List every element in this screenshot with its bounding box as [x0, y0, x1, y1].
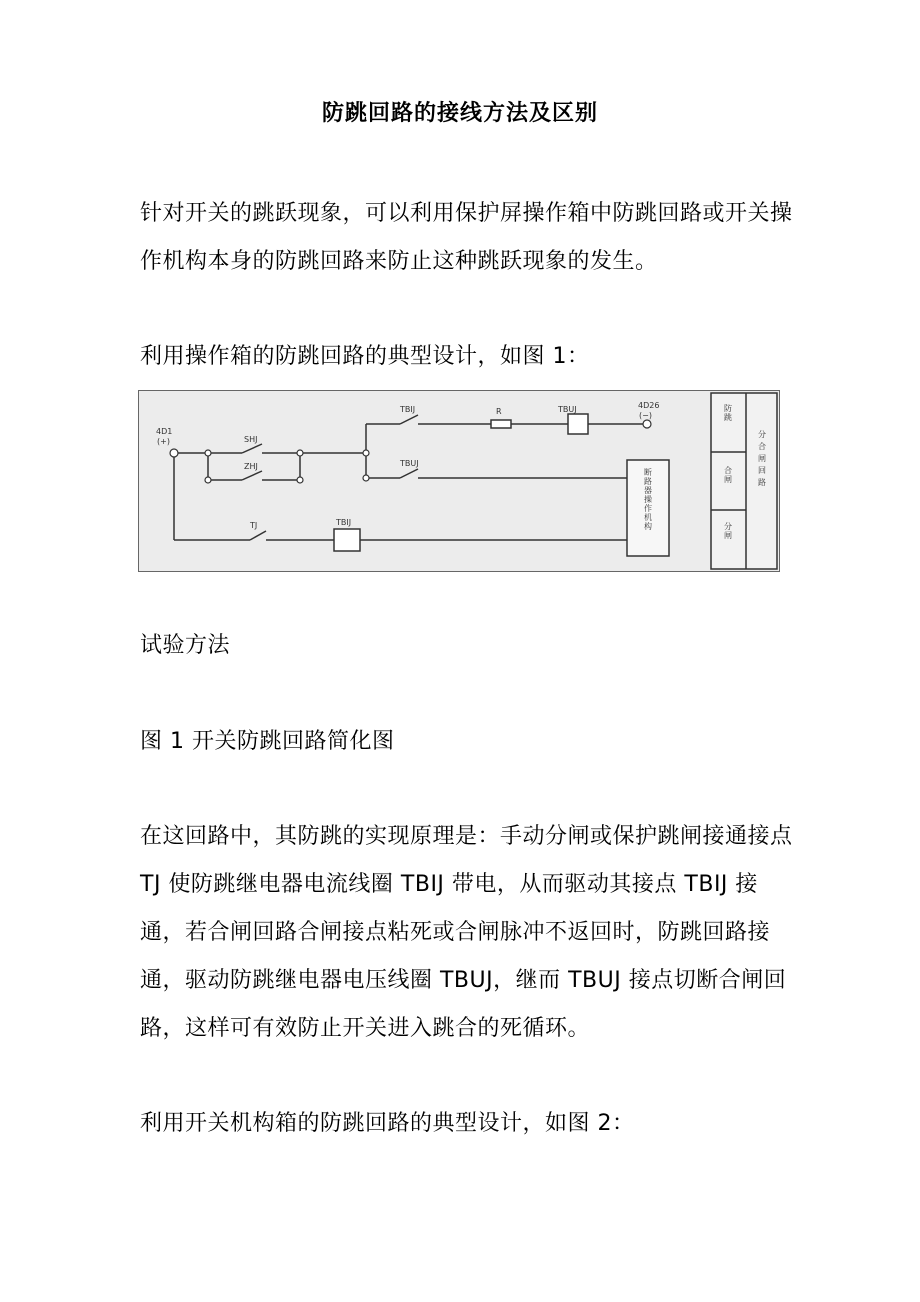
test-method-heading: 试验方法: [140, 633, 231, 658]
side-loop-label: 分合闸回路: [757, 430, 767, 490]
figure2-intro: 利用开关机构箱的防跳回路的典型设计，如图 2：: [140, 1111, 635, 1136]
resistor-label: R: [496, 407, 502, 416]
zhj-contact-label: ZHJ: [244, 462, 258, 471]
intro-paragraph: 针对开关的跳跃现象，可以利用保护屏操作箱中防跳回路或开关操作机构本身的防跳回路来防止这种跳跃现象的发生。: [140, 201, 793, 274]
figure1-intro: 利用操作箱的防跳回路的典型设计，如图 1：: [140, 344, 590, 369]
tj-contact-label: TJ: [250, 521, 258, 530]
side-trip-label: 分闸: [723, 522, 733, 540]
figure1-caption: 图 1 开关防跳回路简化图: [140, 729, 395, 754]
tbuj-coil-label: TBUJ: [558, 405, 577, 414]
side-close-label: 合闸: [723, 466, 733, 484]
tbij-coil-label: TBIJ: [336, 518, 352, 527]
left-terminal-polarity: (+): [157, 437, 170, 446]
right-terminal-label: 4D26: [638, 401, 660, 410]
breaker-mechanism-label: 断路器操作机构: [643, 468, 653, 531]
principle-paragraph: 在这回路中，其防跳的实现原理是：手动分闸或保护跳闸接通接点 TJ 使防跳继电器电流线圈 TBIJ 带电，从而驱动其接点 TBIJ 接通，若合闸回路合闸接点粘死或合闸脉冲不返回时，防跳回路接通，驱动防跳继电器电压线圈 TBUJ，继而 TBUJ 接点切断合闸回路，这样可有效防止开关进入跳合的死循环。: [140, 824, 793, 1041]
figure-1-circuit-diagram: [138, 390, 780, 572]
shj-contact-label: SHJ: [244, 435, 258, 444]
side-panel: [711, 393, 777, 569]
diagram-frame: [139, 391, 780, 572]
right-terminal-polarity: (−): [639, 411, 652, 420]
side-antijump-label: 防跳: [723, 404, 733, 422]
left-terminal-label: 4D1: [156, 427, 173, 436]
tbuj-contact-label: TBUJ: [400, 459, 419, 468]
tbij-contact-label: TBIJ: [400, 405, 416, 414]
page-title: 防跳回路的接线方法及区别: [321, 101, 598, 126]
